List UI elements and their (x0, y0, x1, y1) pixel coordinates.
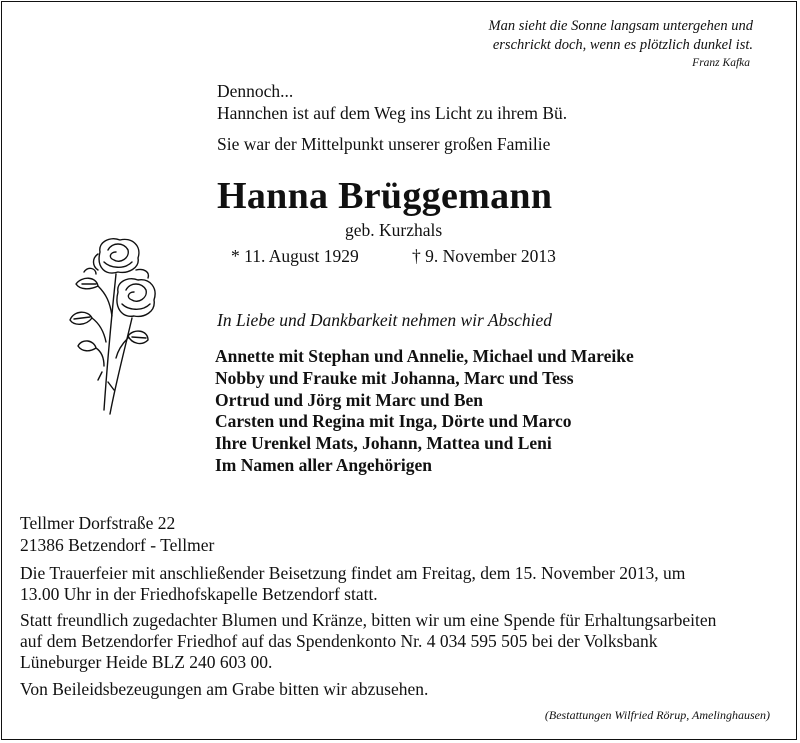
intro-line-1: Dennoch... (217, 81, 294, 101)
quote-line-1: Man sieht die Sonne langsam untergehen und (488, 18, 753, 34)
mourner-line: Ortrud und Jörg mit Marc und Ben (215, 389, 484, 410)
condolence-note: Von Beileidsbezeugungen am Grabe bitten wir abzusehen. (20, 679, 429, 699)
donation-line-3: Lüneburger Heide BLZ 240 603 00. (20, 652, 273, 672)
farewell-line: In Liebe und Dankbarkeit nehmen wir Abschied (217, 310, 553, 330)
mourner-line: Nobby und Frauke mit Johanna, Marc und Tess (215, 367, 574, 388)
maiden-name: geb. Kurzhals (345, 220, 443, 240)
funeral-line-2: 13.00 Uhr in der Friedhofskapelle Betzendorf statt. (20, 584, 378, 604)
undertaker-credit: (Bestattungen Wilfried Rörup, Amelinghausen) (544, 708, 770, 722)
death-date: † 9. November 2013 (412, 246, 556, 266)
mourner-line: Im Namen aller Angehörigen (215, 454, 432, 475)
quote-line-2: erschrickt doch, wenn es plötzlich dunkel ist. (492, 37, 753, 53)
intro-line-2: Hannchen ist auf dem Weg ins Licht zu ihrem Bü. (217, 103, 568, 123)
mourner-line: Annette mit Stephan und Annelie, Michael und Mareike (215, 346, 634, 366)
address-city: 21386 Betzendorf - Tellmer (20, 535, 215, 555)
rose-illustration (62, 232, 162, 422)
quote-author: Franz Kafka (692, 57, 750, 69)
donation-line-1: Statt freundlich zugedachter Blumen und Kränze, bitten wir um eine Spende für Erhaltungsarbeiten (20, 610, 717, 630)
mourner-line: Ihre Urenkel Mats, Johann, Mattea und Leni (215, 433, 552, 454)
birth-date: * 11. August 1929 (231, 246, 359, 266)
address-street: Tellmer Dorfstraße 22 (20, 513, 176, 533)
donation-line-2: auf dem Betzendorfer Friedhof auf das Spendenkonto Nr. 4 034 595 505 bei der Volksbank (20, 631, 658, 651)
mourner-line: Carsten und Regina mit Inga, Dörte und Marco (215, 411, 572, 432)
deceased-name: Hanna Brüggemann (217, 175, 553, 217)
intro-line-3: Sie war der Mittelpunkt unserer großen Familie (217, 134, 551, 154)
mourners-list (215, 346, 634, 477)
funeral-line-1: Die Trauerfeier mit anschließender Beisetzung findet am Freitag, dem 15. November 2013, um (20, 563, 686, 583)
